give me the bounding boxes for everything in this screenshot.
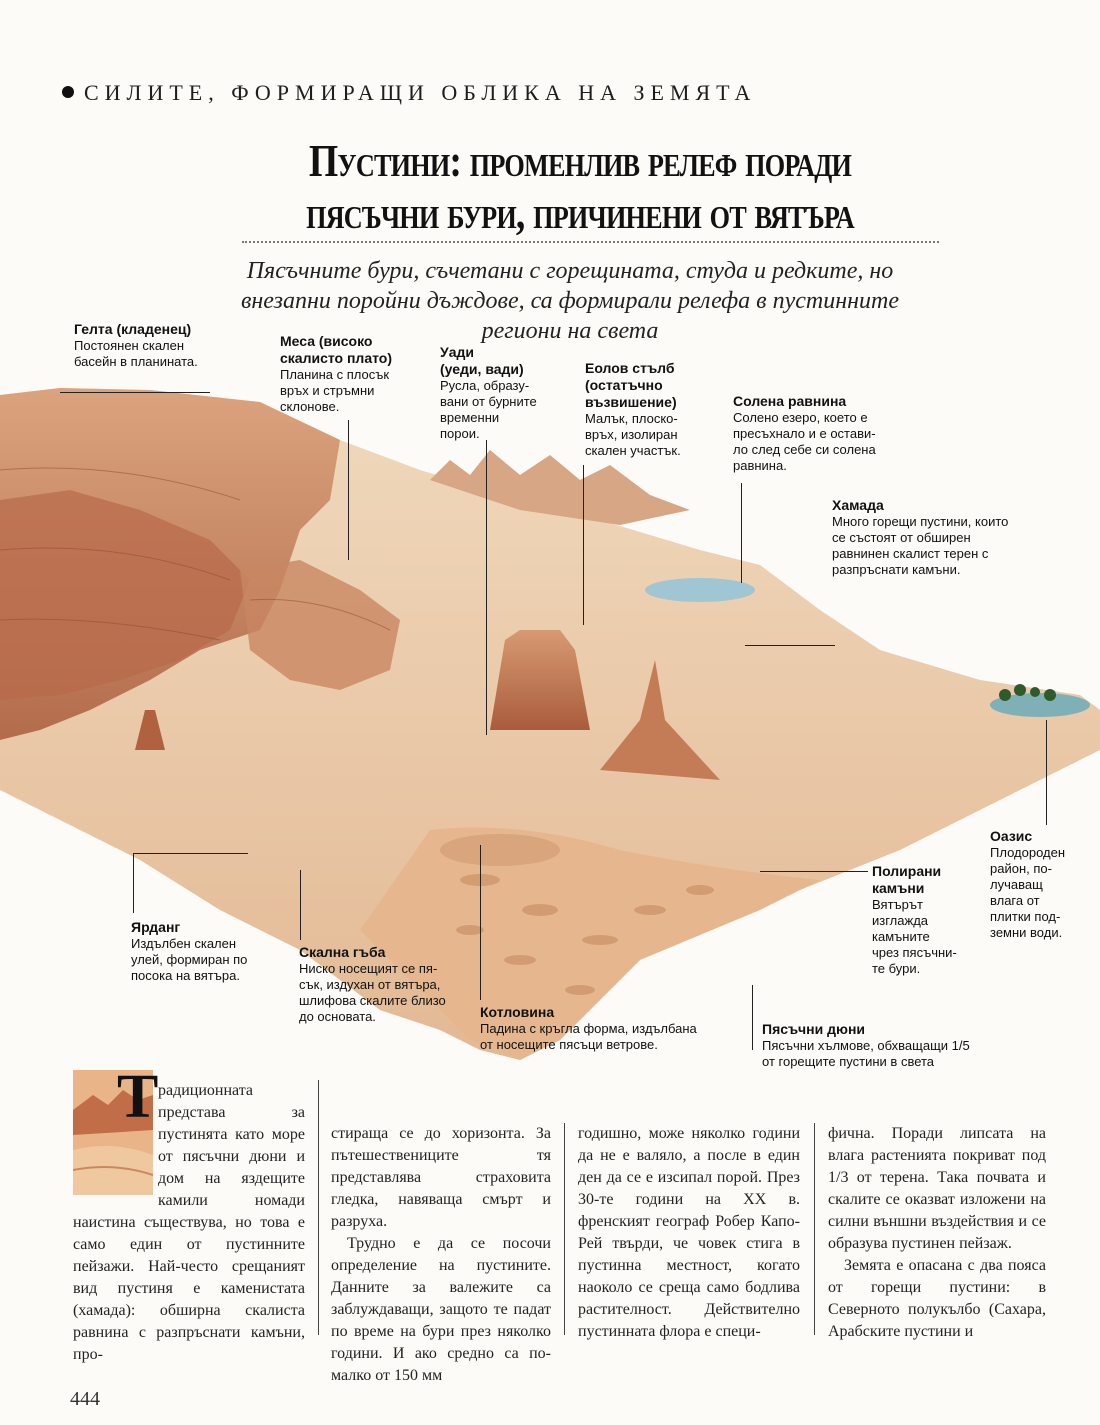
paragraph: радиционната представа за пустинята като море от пясъчни дюни и дом на яздещите камили номади наистина съществува, но това е само един от пустинните пейзажи. Най-често срещаният вид пустиня е каменистата (хамада): обширна скалиста равнина с разпръснати камъни, про-	[73, 1082, 305, 1363]
label-hamada-line: Много горещи пустини, които	[832, 514, 1009, 529]
label-yardang-title: Ярданг	[131, 919, 181, 935]
label-solena	[733, 393, 913, 474]
label-uadi-line: порои.	[440, 426, 480, 441]
leader-line	[583, 465, 584, 625]
label-dyuni-line: от горещите пустини в света	[762, 1054, 935, 1069]
label-dyuni	[762, 1021, 982, 1070]
label-gelta-title: Гелта (кладенец)	[74, 321, 192, 337]
text-column-3	[578, 1123, 800, 1343]
label-eolov-title: Еолов стълб	[585, 360, 675, 376]
label-oazis-line: Плодороден	[990, 845, 1066, 860]
label-kotlovina-title: Котловина	[480, 1004, 555, 1020]
section-heading-text: СИЛИТЕ, ФОРМИРАЩИ ОБЛИКА НА ЗЕМЯТА	[84, 80, 757, 105]
label-kotlovina	[480, 1004, 710, 1053]
label-skalna-line: до основата.	[299, 1009, 376, 1024]
leader-line	[300, 870, 301, 940]
text-column-1	[73, 1080, 305, 1366]
label-solena-line: пресъхнало и е остави-	[733, 426, 876, 441]
column-divider	[564, 1123, 565, 1335]
label-oazis-line: влага от	[990, 893, 1040, 908]
page-title	[227, 135, 932, 239]
dotted-divider	[242, 241, 939, 243]
label-dyuni-title: Пясъчни дюни	[762, 1021, 866, 1037]
column-divider	[814, 1123, 815, 1335]
label-kotlovina-line: от носещите пясъци ветрове.	[480, 1037, 658, 1052]
label-skalna-title: Скална гъба	[299, 944, 386, 960]
leader-line	[348, 420, 349, 560]
label-eolov-line: Малък, плоско-	[585, 411, 678, 426]
label-gelta-line: Постоянен скален	[74, 338, 185, 353]
label-mesa-title: скалисто плато)	[280, 350, 392, 366]
label-solena-title: Солена равнина	[733, 393, 847, 409]
label-uadi-line: Русла, образу-	[440, 378, 530, 393]
label-mesa-title: Меса (високо	[280, 333, 373, 349]
label-uadi-line: временни	[440, 410, 500, 425]
paragraph: Трудно е да се посочи определение на пустините. Данните за валежите са заблуждаващи, защото те падат по време на бури през няколко години. И ако средно са по-малко от 150 мм	[331, 1235, 551, 1384]
paragraph: годишно, може няколко години да не е валяло, а после в един ден да се е изсипал порой. През 30-те години на ХХ в. френският географ Робер Капо-Рей твърди, че човек стига в пустинна местност, когато наоколо се среща само бодлива растителност. Действително пустинната флора е специ-	[578, 1125, 800, 1340]
label-uadi	[440, 344, 570, 442]
leader-line	[1046, 720, 1047, 825]
label-polirani-line: чрез пясъчни-	[872, 945, 957, 960]
label-solena-line: Солено езеро, което е	[733, 410, 868, 425]
text-column-2	[331, 1123, 551, 1387]
label-dyuni-line: Пясъчни хълмове, обхващащи 1/5	[762, 1038, 970, 1053]
label-mesa-line: склонове.	[280, 399, 340, 414]
label-polirani-line: те бури.	[872, 961, 921, 976]
label-mesa-line: Планина с плосък	[280, 367, 390, 382]
text-column-4	[828, 1123, 1046, 1343]
label-oazis-line: район, по-	[990, 861, 1052, 876]
page-subtitle: Пясъчните бури, съчетани с горещината, студа и редките, но внезапни поройни дъждове, са формирали релефа в пустинните региони на света	[240, 258, 900, 344]
label-mesa-line: връх и стръмни	[280, 383, 375, 398]
label-hamada-line: се състоят от обширен	[832, 530, 971, 545]
label-skalna	[299, 944, 469, 1025]
label-uadi-title: Уади	[440, 344, 474, 360]
label-solena-line: ло след себе си солена	[733, 442, 876, 457]
label-hamada	[832, 497, 1052, 578]
leader-line	[745, 645, 835, 646]
label-polirani-line: камъните	[872, 929, 930, 944]
page-number: 444	[70, 1388, 100, 1410]
label-eolov-line: връх, изолиран	[585, 427, 678, 442]
section-heading	[62, 80, 756, 106]
label-hamada-title: Хамада	[832, 497, 884, 513]
label-mesa	[280, 333, 430, 415]
paragraph: фична. Поради липсата на влага растенията покриват под 1/3 от терена. Така почвата и скалите се оказват изложени на силни външни въздействия и се образува пустинен пейзаж.	[828, 1125, 1046, 1252]
label-yardang-line: Издълбен скален	[131, 936, 237, 951]
leader-line	[133, 853, 134, 913]
depression-basin	[440, 834, 560, 866]
label-yardang-line: улей, формиран по	[131, 952, 248, 967]
label-uadi-title: (уеди, вади)	[440, 361, 524, 377]
label-gelta-line: басейн в планината.	[74, 354, 198, 369]
label-oazis-title: Оазис	[990, 828, 1033, 844]
label-oazis-line: земни води.	[990, 925, 1063, 940]
label-skalna-line: Ниско носещият се пя-	[299, 961, 438, 976]
leader-line	[741, 483, 742, 583]
label-hamada-line: разпръснати камъни.	[832, 562, 961, 577]
leader-line	[760, 871, 868, 872]
label-hamada-line: равнинен скалист терен с	[832, 546, 989, 561]
label-oazis-line: лучаващ	[990, 877, 1043, 892]
title-line-2: пясъчни бури, причинени от вятъра	[306, 187, 854, 238]
label-polirani	[872, 863, 982, 977]
label-oazis-line: плитки под-	[990, 909, 1061, 924]
label-polirani-title: Полирани	[872, 863, 942, 879]
label-solena-line: равнина.	[733, 458, 787, 473]
label-kotlovina-line: Падина с кръгла форма, издълбана	[480, 1021, 697, 1036]
bullet-icon	[62, 86, 74, 98]
leader-line	[752, 985, 753, 1050]
label-eolov-title: възвишение)	[585, 394, 677, 410]
label-polirani-title: камъни	[872, 880, 925, 896]
leader-line	[60, 392, 210, 393]
label-polirani-line: изглажда	[872, 913, 929, 928]
column-divider	[318, 1080, 319, 1335]
dropcap-letter: Т	[117, 1063, 159, 1131]
label-uadi-line: вани от бурните	[440, 394, 537, 409]
label-oazis	[990, 828, 1090, 941]
label-skalna-line: сък, издухан от вятъра,	[299, 977, 441, 992]
label-polirani-line: Вятърът	[872, 897, 923, 912]
salt-flat-lake	[645, 578, 755, 602]
paragraph: Земята е опасана с два пояса от горещи пустини: в Северното полукълбо (Сахара, Арабските пустини и	[828, 1257, 1046, 1340]
title-line-1: Пустини: променлив релеф поради	[308, 135, 852, 186]
label-yardang-line: посока на вятъра.	[131, 968, 240, 983]
paragraph: стираща се до хоризонта. За пътешествениците тя представлява страховита гледка, навяваща смърт и разруха.	[331, 1125, 551, 1230]
leader-line	[133, 853, 248, 854]
leader-line	[480, 845, 481, 1000]
leader-line	[486, 440, 487, 735]
label-gelta	[74, 321, 244, 370]
label-eolov-title: (остатъчно	[585, 377, 663, 393]
label-eolov-line: скален участък.	[585, 443, 681, 458]
dropcap-spacer	[73, 1080, 158, 1212]
label-skalna-line: шлифова скалите близо	[299, 993, 446, 1008]
label-yardang	[131, 919, 281, 984]
label-eolov	[585, 360, 725, 459]
